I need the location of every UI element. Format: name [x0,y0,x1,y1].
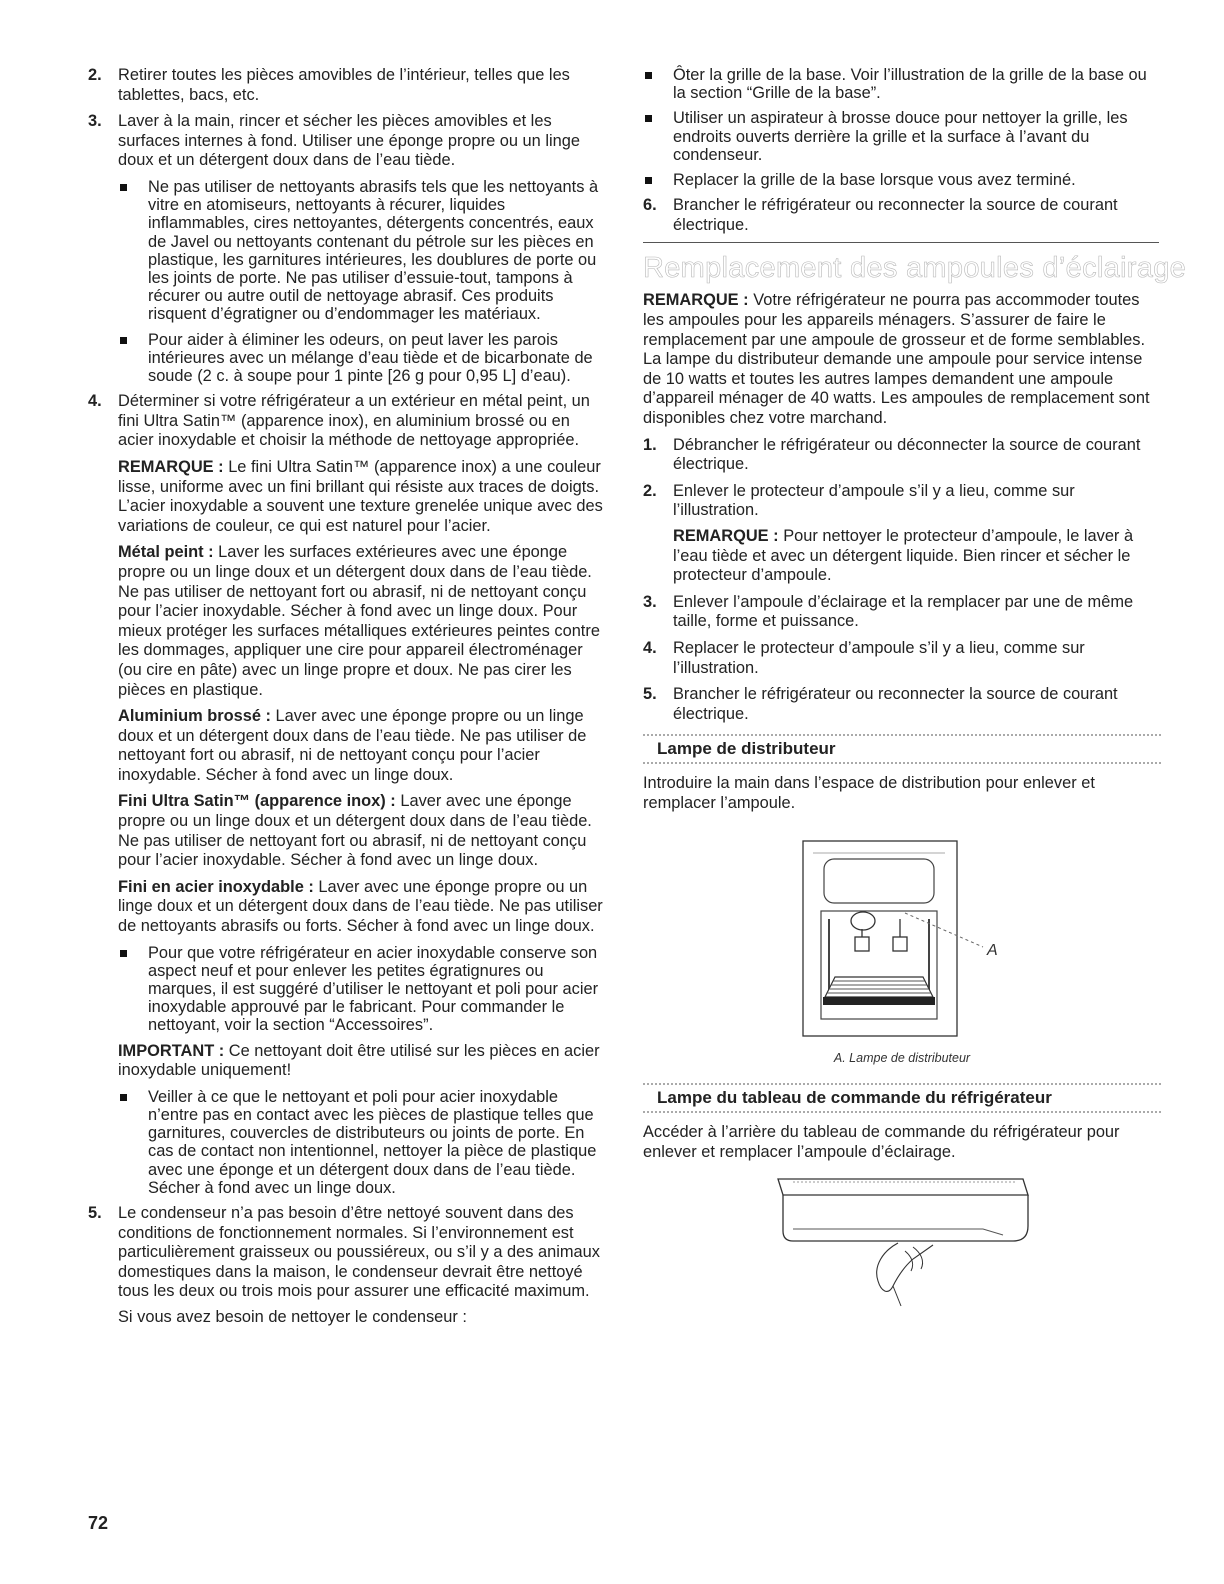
bulb-step-3 [643,593,1161,632]
step-number: 3. [643,592,657,611]
note-label: REMARQUE : [643,291,749,310]
step-text: Déterminer si votre réfrigérateur a un extérieur en métal peint, un fini Ultra Satin™ (apparence inox), en aluminium brossé ou en acier inoxydable et choisir la méthode de nettoyage appropriée. [118,392,590,450]
step-number: 4. [643,638,657,657]
condenser-steps-list [643,66,1161,189]
finish-text: Laver avec une éponge propre ou un linge doux et un détergent doux dans de l’eau tiède. Ne pas utiliser de nettoyants abrasifs ou forts. Sécher à fond avec un linge doux. [118,877,603,936]
brushed-aluminum-paragraph [118,707,608,785]
step-number: 1. [643,435,657,454]
stainless-paragraph [118,878,608,937]
step-6 [643,196,1161,235]
note-text: Le fini Ultra Satin™ (apparence inox) a une couleur lisse, uniforme avec un fini brillant qui résiste aux traces de doigts. L’acier inoxydable a souvent une texture grenelée unique avec des variations de couleur, ce qui est naturel pour l’acier. [118,457,603,535]
step-4 [88,392,608,451]
note-label: REMARQUE : [118,457,224,476]
step-text: Le condenseur n’a pas besoin d’être nettoyé souvent dans des conditions de fonctionnement normales. Si l’environnement est particulièrement graisseux ou poussiéreux, ou s’il y a des animaux domestiques dans la maison, le condenseur devrait être nettoyé tous les deux ou trois mois pour assurer une efficacité maximum. [118,1204,600,1301]
important-paragraph [118,1042,608,1081]
left-column [88,66,608,1335]
step-text: Retirer toutes les pièces amovibles de l’intérieur, telles que les tablettes, bacs, etc. [118,66,570,104]
step-text: Enlever l’ampoule d’éclairage et la remplacer par une de même taille, forme et puissance. [673,592,1134,631]
list-item: Utiliser un aspirateur à brosse douce pour nettoyer la grille, les endroits ouverts derrière la grille et la surface à l’avant du condenseur. [643,109,1161,164]
cleaning-warnings-list [118,178,608,385]
dispenser-illustration [643,829,1161,1049]
finish-label: Fini en acier inoxydable : [118,877,314,896]
callout-label: A [987,942,998,960]
finish-types [118,458,608,1197]
section-title: Remplacement des ampoules d’éclairage [643,252,1187,285]
finish-label: Fini Ultra Satin™ (apparence inox) : [118,792,396,811]
step-text: Brancher le réfrigérateur ou reconnecter la source de courant électrique. [673,685,1118,723]
list-item: Ôter la grille de la base. Voir l’illustration de la grille de la base ou la section “Grille de la base”. [643,66,1161,102]
finish-label: Aluminium brossé : [118,707,271,726]
right-column [643,66,1187,1321]
bulb-step-5 [643,685,1161,724]
painted-metal-paragraph [118,543,608,700]
step-text: Brancher le réfrigérateur ou reconnecter la source de courant électrique. [673,196,1118,234]
note-paragraph [643,291,1161,428]
note-label: REMARQUE : [673,526,779,545]
dispenser-lamp-heading: Lampe de distributeur [657,739,836,759]
control-panel-illustration [643,1171,1161,1321]
ultra-satin-paragraph [118,792,608,870]
control-panel-figure [643,1171,1161,1321]
step-number: 2. [643,481,657,500]
control-panel-lamp-text: Accéder à l’arrière du tableau de commande du réfrigérateur pour enlever et remplacer l’ampoule d’éclairage. [643,1123,1120,1162]
step-text: Débrancher le réfrigérateur ou déconnecter la source de courant électrique. [673,435,1141,474]
note-paragraph [673,527,1161,586]
figure-caption: A. Lampe de distributeur [833,1051,971,1066]
step-number: 5. [88,1204,102,1223]
step-number: 2. [88,66,102,84]
step-5 [88,1204,608,1328]
important-label: IMPORTANT : [118,1041,225,1060]
note-text: Votre réfrigérateur ne pourra pas accommoder toutes les ampoules pour les appareils ménagers. S’assurer de faire le remplacement par une ampoule de grosseur et de forme semblables. La lampe du distributeur demande une ampoule pour service intense de 10 watts et toutes les autres lampes demandent une ampoule d’appareil ménager de 40 watts. Les ampoules de remplacement sont disponibles chez votre marchand. [643,291,1150,427]
dotted-rule [643,762,1161,764]
note-text: Pour nettoyer le protecteur d’ampoule, le laver à l’eau tiède et avec un détergent liquide. Bien rincer et sécher le protecteur d’ampoule. [673,526,1134,585]
control-panel-lamp-heading: Lampe du tableau de commande du réfrigérateur [657,1088,1052,1108]
step-text: Enlever le protecteur d’ampoule s’il y a lieu, comme sur l’illustration. [673,481,1075,520]
finish-text: Laver avec une éponge propre ou un linge doux et un détergent doux dans de l’eau tiède. Ne pas utiliser de nettoyant fort ou abrasif, ni de nettoyant conçu pour l’acier inoxydable. Sécher à fond avec un linge doux. [118,792,592,870]
dispenser-figure [643,829,1161,1069]
finish-text: Laver les surfaces extérieures avec une éponge propre ou un linge doux et un détergent doux dans de l’eau tiède. Ne pas utiliser de nettoyant fort ou abrasif, ni de nettoyant conçu pour l’acier inoxydable. Sécher à fond avec un linge doux. Pour mieux protéger les surfaces métalliques extérieures peintes contre les dommages, appliquer une cire pour appareil électroménager (ou cire en pâte) avec un linge propre et doux. Ne pas cirer les pièces en plastique. [118,543,600,699]
step-number: 4. [88,392,102,411]
list-item: Veiller à ce que le nettoyant et poli pour acier inoxydable n’entre pas en contact avec les pièces de plastique telles que garnitures, couvercles de distributeurs ou joints de porte. En cas de contact non intentionnel, nettoyer la pièce de plastique avec une éponge et un détergent doux dans de l’eau tiède. Sécher à fond avec un linge doux. [118,1088,608,1197]
condenser-intro: Si vous avez besoin de nettoyer le condenseur : [118,1308,467,1327]
dispenser-lamp-text: Introduire la main dans l’espace de distribution pour enlever et remplacer l’ampoule. [643,774,1095,812]
list-item: Pour aider à éliminer les odeurs, on peut laver les parois intérieures avec un mélange d’eau tiède et de bicarbonate de soude (2 c. à soupe pour 1 pinte [26 g pour 0,95 L] d’eau). [118,331,608,386]
step-number: 6. [643,196,657,215]
step-2 [88,66,608,105]
finish-text: Laver avec une éponge propre ou un linge doux et un détergent doux dans de l’eau tiède. Ne pas utiliser de nettoyant fort ou abrasif, ni de nettoyant conçu pour l’acier inoxydable. Sécher à fond avec un linge doux. [118,707,587,784]
bulb-step-1 [643,436,1161,475]
step-3 [88,112,608,171]
step-number: 3. [88,112,102,131]
important-text: Ce nettoyant doit être utilisé sur les pièces en acier inoxydable uniquement! [118,1041,600,1080]
page-number: 72 [88,1513,109,1533]
step-text: Laver à la main, rincer et sécher les pièces amovibles et les surfaces internes à fond. Utiliser une éponge propre ou un linge doux et un détergent doux dans de l’eau tiède. [118,112,580,170]
bulb-step-4 [643,639,1161,678]
section-divider [643,242,1159,243]
list-item: Ne pas utiliser de nettoyants abrasifs tels que les nettoyants à vitre en atomiseurs, nettoyants à récurer, liquides inflammables, cires nettoyantes, détergents concentrés, eaux de Javel ou nettoyants contenant du pétrole sur les pièces en plastique, les garnitures intérieures, les doublures de porte ou les joints de porte. Ne pas utiliser d’essuie-tout, tampons à récurer ou autre outil de nettoyage abrasif. Ces produits risquent d’égratigner ou d’endommager les matériaux. [118,178,608,324]
step-text: Replacer le protecteur d’ampoule s’il y a lieu, comme sur l’illustration. [673,638,1085,677]
step-number: 5. [643,685,657,704]
bulb-step-2 [643,482,1161,586]
dotted-rule [643,1111,1161,1113]
note-paragraph [118,458,608,536]
list-item: Pour que votre réfrigérateur en acier inoxydable conserve son aspect neuf et pour enlever les petites égratignures ou marques, il est suggéré d’utiliser le nettoyant et poli pour acier inoxydable approuvé par le fabricant. Pour commander le nettoyant, voir la section “Accessoires”. [118,944,608,1035]
finish-label: Métal peint : [118,543,214,562]
list-item: Replacer la grille de la base lorsque vous avez terminé. [643,171,1161,189]
